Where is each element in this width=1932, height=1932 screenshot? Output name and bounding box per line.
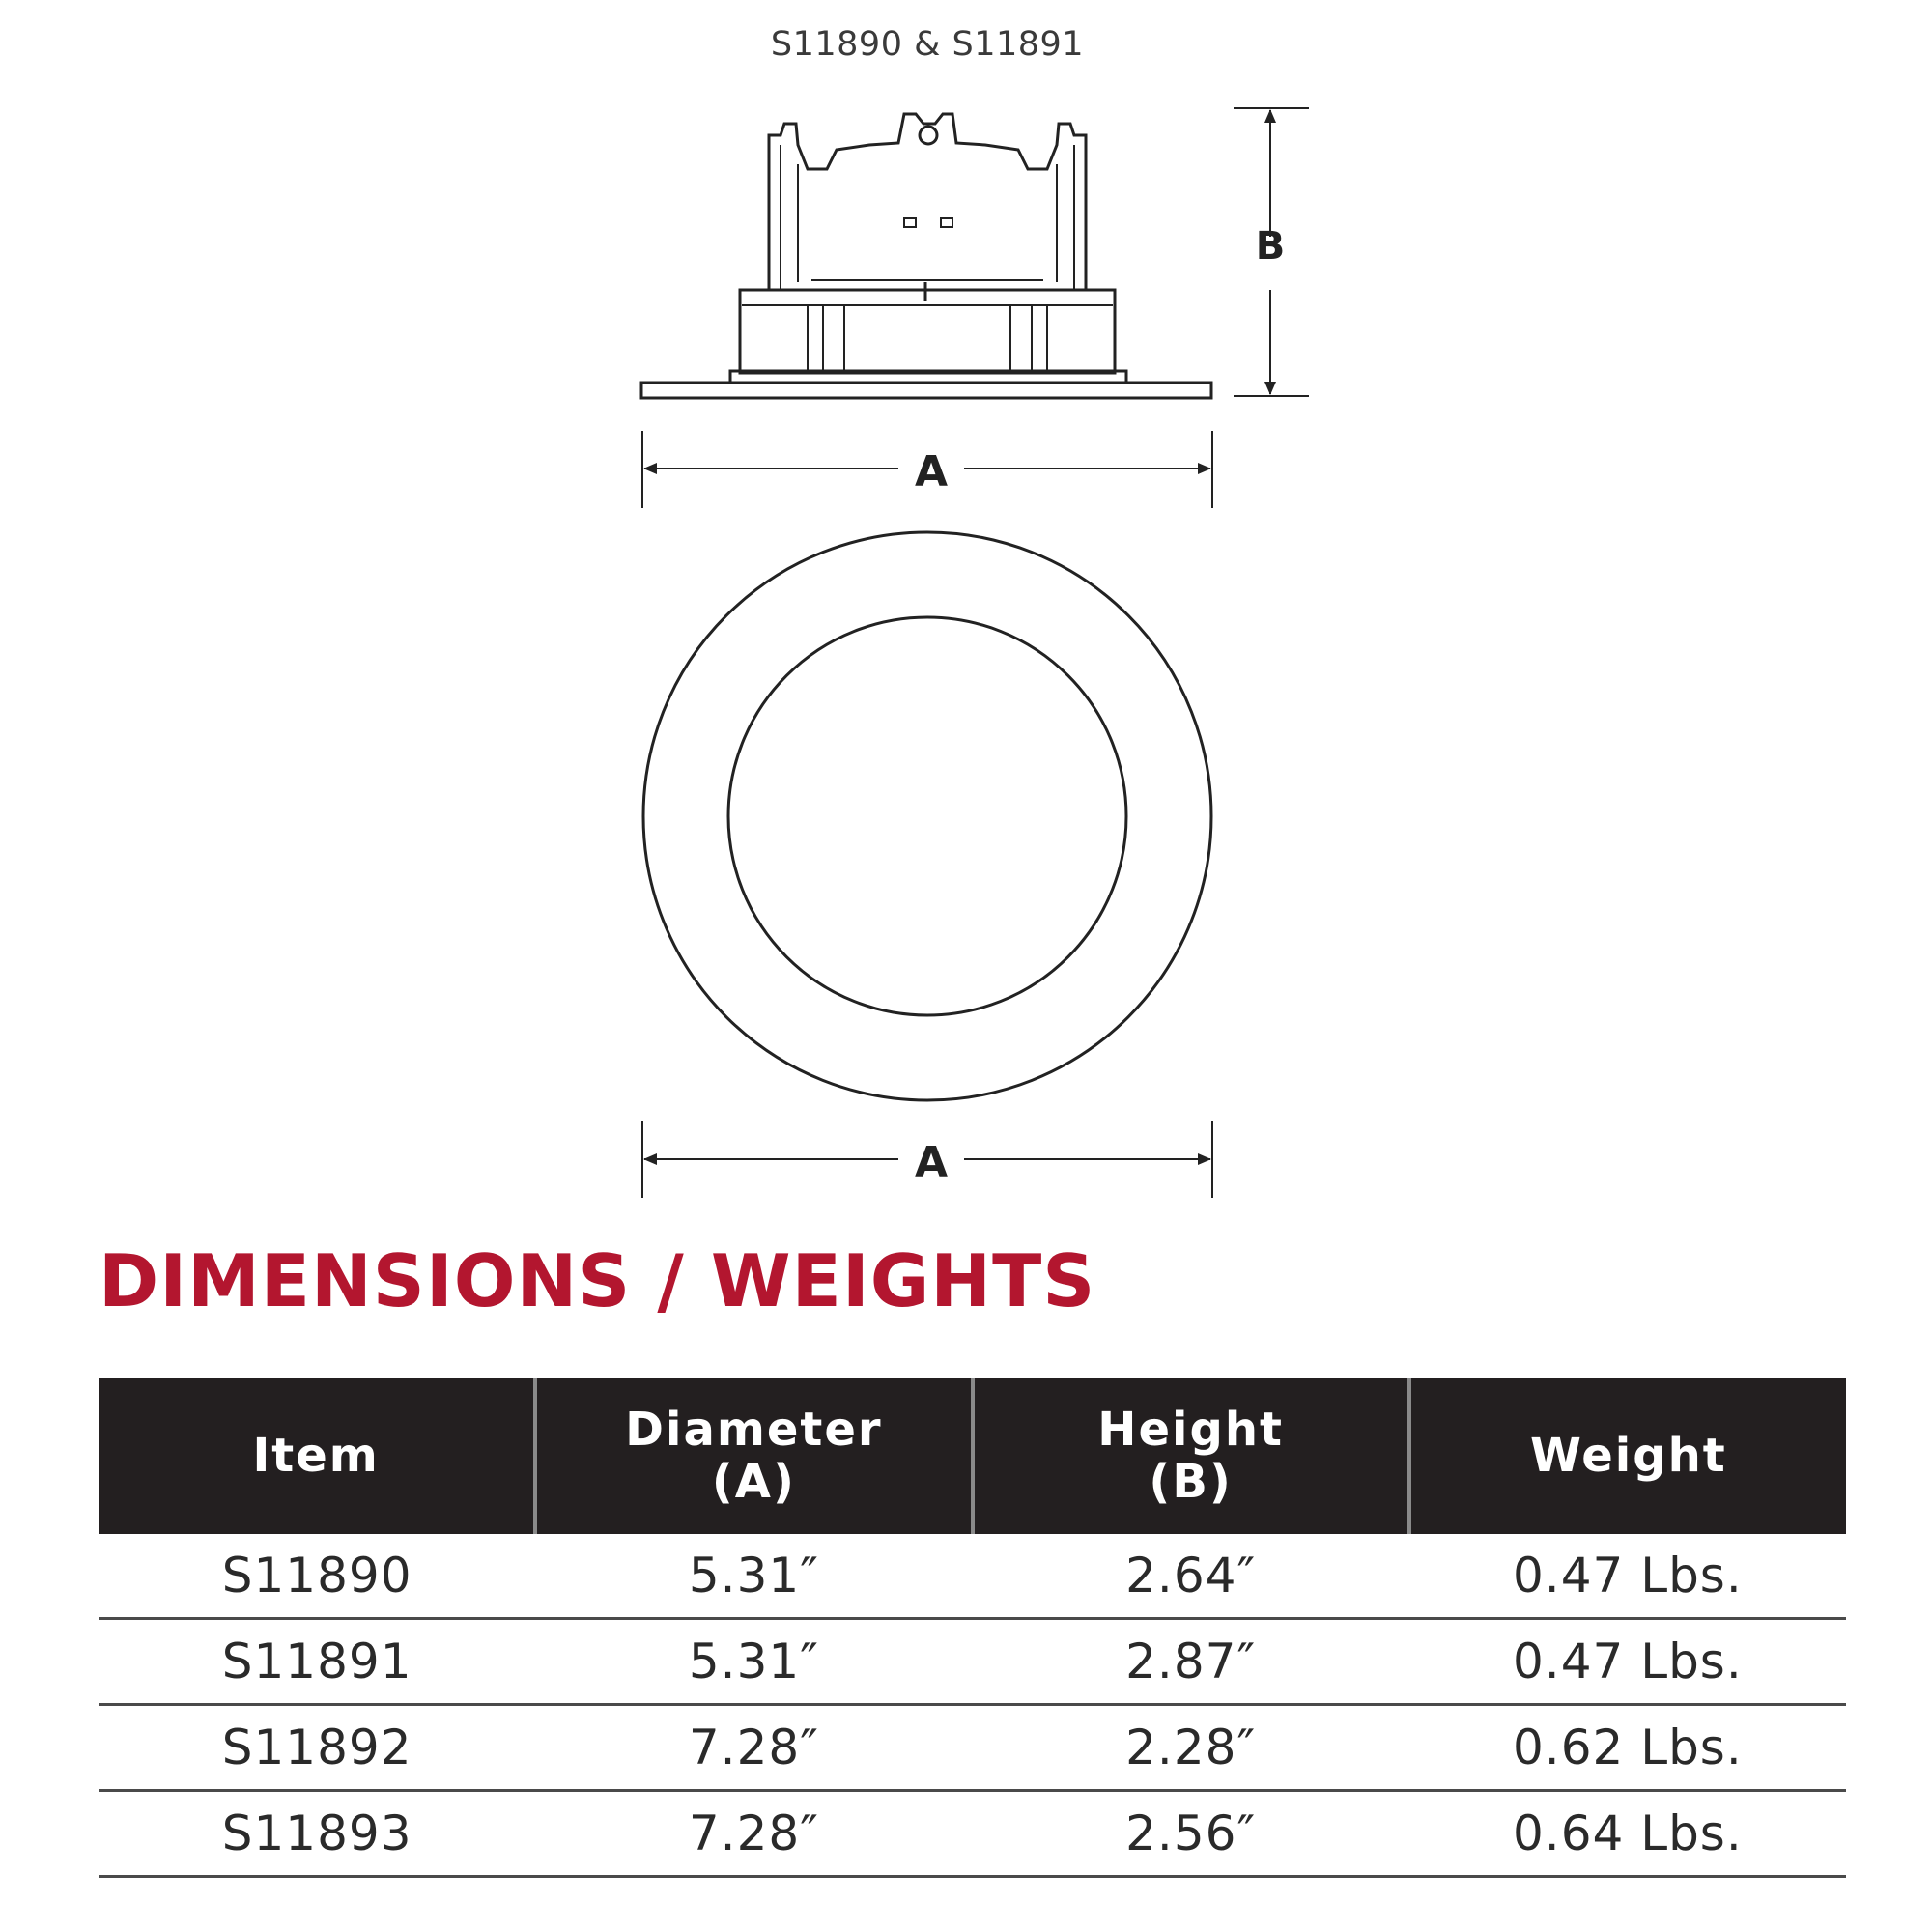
cell-item: S11890 <box>99 1534 535 1619</box>
header-height-sub: (B) <box>1149 1455 1233 1509</box>
cell-height: 2.64″ <box>973 1534 1409 1619</box>
fixture-side-view <box>641 114 1211 398</box>
header-weight <box>1409 1378 1846 1534</box>
table-header-row <box>99 1378 1846 1534</box>
header-diameter-label: Diameter <box>625 1403 883 1457</box>
cell-item: S11893 <box>99 1791 535 1877</box>
cell-diameter: 5.31″ <box>535 1534 972 1619</box>
drawing-caption: S11890 & S11891 <box>770 25 1085 64</box>
header-diameter-sub: (A) <box>711 1455 796 1509</box>
header-weight-label: Weight <box>1530 1429 1727 1483</box>
table-row <box>99 1619 1846 1705</box>
header-item-label: Item <box>252 1429 380 1483</box>
cell-weight: 0.47 Lbs. <box>1409 1534 1846 1619</box>
cell-diameter: 7.28″ <box>535 1791 972 1877</box>
cell-diameter: 7.28″ <box>535 1705 972 1791</box>
cell-item: S11892 <box>99 1705 535 1791</box>
dimensions-table <box>99 1378 1846 1878</box>
header-height-label: Height <box>1097 1403 1284 1457</box>
section-title: DIMENSIONS / WEIGHTS <box>99 1238 1096 1323</box>
width-dimension-side-label: A <box>914 447 949 497</box>
header-height <box>973 1378 1409 1534</box>
cell-item: S11891 <box>99 1619 535 1705</box>
table-row <box>99 1705 1846 1791</box>
cell-weight: 0.62 Lbs. <box>1409 1705 1846 1791</box>
cell-height: 2.56″ <box>973 1791 1409 1877</box>
trim-inner-ring <box>728 617 1126 1015</box>
table-row <box>99 1534 1846 1619</box>
header-diameter <box>535 1378 972 1534</box>
table-row <box>99 1791 1846 1877</box>
cell-weight: 0.64 Lbs. <box>1409 1791 1846 1877</box>
cell-height: 2.87″ <box>973 1619 1409 1705</box>
height-dimension-label: B <box>1255 224 1286 269</box>
width-dimension-plan-label: A <box>914 1138 949 1187</box>
cell-weight: 0.47 Lbs. <box>1409 1619 1846 1705</box>
cell-height: 2.28″ <box>973 1705 1409 1791</box>
cell-diameter: 5.31″ <box>535 1619 972 1705</box>
header-item <box>99 1378 535 1534</box>
